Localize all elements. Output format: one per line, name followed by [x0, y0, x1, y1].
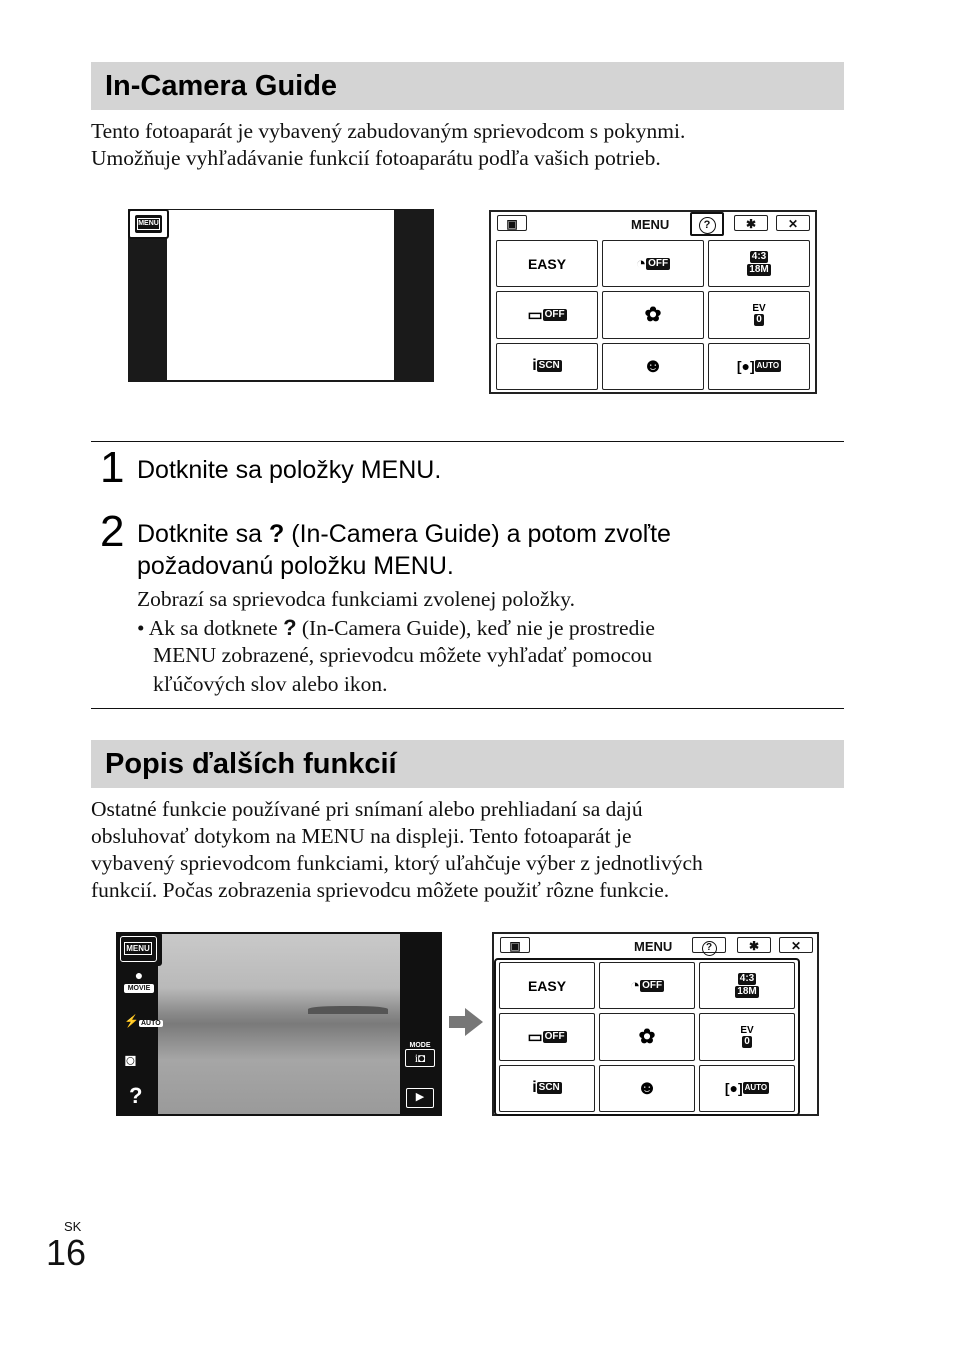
settings-gear-icon[interactable]: ✱ — [734, 215, 768, 231]
off-badge: OFF — [544, 308, 565, 320]
section2-line-2: obsluhovať dotykom na MENU na displeji. Tento fotoaparát je — [91, 824, 632, 848]
ev-label: EV — [740, 1025, 754, 1037]
movie-button[interactable] — [124, 970, 154, 993]
flash-button[interactable] — [124, 1014, 161, 1030]
easy-mode-button[interactable]: EASY — [499, 962, 595, 1009]
menu-grid — [499, 962, 795, 1112]
burst-off-button[interactable] — [496, 291, 598, 338]
section-title: In-Camera Guide — [105, 70, 338, 102]
flash-icon: ⚡ — [124, 1014, 139, 1028]
size-badge: 18M — [749, 264, 769, 276]
screen-preview-area — [167, 210, 394, 380]
divider-bottom — [91, 708, 844, 709]
question-icon: ? — [283, 615, 297, 640]
self-timer-off-button[interactable] — [599, 962, 695, 1009]
camera-settings-icon[interactable]: ◙ — [125, 1050, 136, 1070]
mode-button[interactable] — [405, 1042, 435, 1067]
arrow-right-icon — [449, 1008, 483, 1036]
smile-icon: ☻ — [636, 1076, 658, 1099]
macro-button[interactable] — [602, 291, 704, 338]
section2-line-3: vybavený sprievodcom funkciami, ktorý uľahčuje výber z jednotlivých — [91, 851, 703, 875]
auto-badge: AUTO — [744, 1083, 768, 1093]
smile-shutter-button[interactable] — [602, 343, 704, 390]
step-2-note: Zobrazí sa sprievodca funkciami zvolenej položky. — [137, 587, 575, 611]
distant-island-shape — [308, 1006, 388, 1014]
off-badge: OFF — [544, 1030, 565, 1042]
menu-topbar — [491, 212, 815, 236]
landscape-preview-image — [158, 934, 400, 1114]
step-1-number: 1 — [100, 443, 125, 492]
toolbox-icon[interactable]: ▣ — [500, 937, 530, 953]
camera-shooting-screen — [116, 932, 442, 1116]
bullet-line-1 — [137, 614, 897, 642]
bullet-text-b: (In-Camera Guide), keď nie je prostredie — [301, 616, 655, 640]
menu-grid — [496, 240, 810, 390]
section-title: Popis ďalších funkcií — [105, 748, 397, 780]
step-1-text: Dotknite sa položky MENU. — [137, 456, 442, 484]
help-icon: ? — [699, 217, 716, 234]
intelligent-auto-icon: i◘ — [405, 1049, 435, 1067]
easy-mode-button[interactable]: EASY — [496, 240, 598, 287]
flash-auto-label: AUTO — [140, 1020, 161, 1027]
camera-screen-blank — [128, 209, 434, 382]
step-2-line-1 — [137, 518, 671, 550]
i-icon: i — [532, 1079, 537, 1097]
intro-line-2: Umožňuje vyhľadávanie funkcií fotoaparátu podľa vašich potrieb. — [91, 146, 661, 170]
help-icon-highlight[interactable] — [690, 212, 724, 236]
scn-badge: SCN — [538, 360, 560, 372]
macro-tulip-icon: ✿ — [644, 304, 662, 327]
playback-icon[interactable]: ▶ — [406, 1088, 434, 1108]
movie-camera-icon: ● — [134, 969, 144, 984]
section-header-in-camera-guide — [91, 62, 844, 110]
section-header-other-functions — [91, 740, 844, 788]
exposure-button[interactable] — [708, 291, 810, 338]
burst-icon: ▭ — [527, 306, 543, 324]
divider-top — [91, 441, 844, 442]
macro-button[interactable] — [599, 1013, 695, 1060]
movie-label: MOVIE — [124, 984, 154, 993]
scene-selection-button[interactable] — [496, 343, 598, 390]
section2-line-1: Ostatné funkcie používané pri snímaní alebo prehliadaní sa dajú — [91, 797, 643, 821]
menu-icon — [120, 936, 157, 962]
question-icon: ? — [269, 520, 285, 548]
step-2-text-a: Dotknite sa — [137, 520, 263, 548]
face-icon: [●] — [724, 1080, 743, 1097]
bullet-line-2: MENU zobrazené, sprievodcu môžete vyhľadať pomocou — [153, 643, 653, 667]
face-icon: [●] — [736, 358, 755, 375]
close-icon[interactable]: ✕ — [779, 937, 813, 953]
image-size-button[interactable] — [708, 240, 810, 287]
close-icon[interactable]: ✕ — [776, 215, 810, 231]
mode-label: MODE — [409, 1042, 431, 1049]
step-2-number: 2 — [100, 507, 125, 556]
bullet-text-a: • Ak sa dotknete — [137, 616, 278, 640]
scene-selection-button[interactable] — [499, 1065, 595, 1112]
size-badge: 18M — [737, 986, 757, 998]
self-timer-off-button[interactable] — [602, 240, 704, 287]
exposure-button[interactable] — [699, 1013, 795, 1060]
self-timer-icon: ◔ — [635, 253, 647, 273]
scn-badge: SCN — [538, 1082, 560, 1094]
help-question-icon[interactable]: ? — [129, 1083, 143, 1108]
face-detection-button[interactable] — [699, 1065, 795, 1112]
menu-panel-2 — [492, 932, 819, 1116]
smile-shutter-button[interactable] — [599, 1065, 695, 1112]
menu-icon-label: MENU — [124, 942, 152, 955]
menu-icon-label: MENU — [137, 218, 160, 230]
bullet-line-3: kľúčových slov alebo ikon. — [153, 672, 388, 696]
image-size-button[interactable] — [699, 962, 795, 1009]
menu-icon — [135, 215, 162, 233]
step-2-text-b: (In-Camera Guide) a potom zvoľte — [291, 520, 671, 548]
help-icon[interactable]: ? — [692, 937, 726, 953]
menu-panel-1 — [489, 210, 817, 394]
language-code: SK — [64, 1219, 82, 1234]
auto-badge: AUTO — [756, 361, 780, 371]
smile-icon: ☻ — [642, 354, 664, 377]
face-detection-button[interactable] — [708, 343, 810, 390]
menu-button-highlight[interactable] — [128, 209, 169, 239]
toolbox-icon[interactable]: ▣ — [497, 215, 527, 231]
i-icon: i — [532, 357, 537, 375]
macro-tulip-icon: ✿ — [638, 1026, 656, 1049]
self-timer-icon: ◔ — [629, 975, 641, 995]
settings-gear-icon[interactable]: ✱ — [737, 937, 771, 953]
page-number: 16 — [46, 1232, 87, 1273]
ev-value-badge: 0 — [744, 1036, 750, 1048]
ev-label: EV — [752, 303, 766, 315]
aspect-ratio-badge: 4:3 — [739, 973, 755, 985]
menu-topbar — [494, 934, 817, 958]
aspect-ratio-badge: 4:3 — [751, 251, 767, 263]
ev-value-badge: 0 — [756, 314, 762, 326]
intro-line-1: Tento fotoaparát je vybavený zabudovaným sprievodcom s pokynmi. — [91, 119, 686, 143]
menu-label: MENU — [631, 217, 670, 232]
menu-label: MENU — [634, 939, 673, 954]
off-badge: OFF — [642, 979, 663, 991]
burst-off-button[interactable] — [499, 1013, 595, 1060]
menu-button-highlight[interactable] — [116, 932, 162, 966]
burst-icon: ▭ — [527, 1028, 543, 1046]
off-badge: OFF — [648, 257, 669, 269]
step-2-line-2: požadovanú položku MENU. — [137, 552, 454, 580]
section2-line-4: funkcií. Počas zobrazenia sprievodcu môžete použiť rôzne funkcie. — [91, 878, 670, 902]
